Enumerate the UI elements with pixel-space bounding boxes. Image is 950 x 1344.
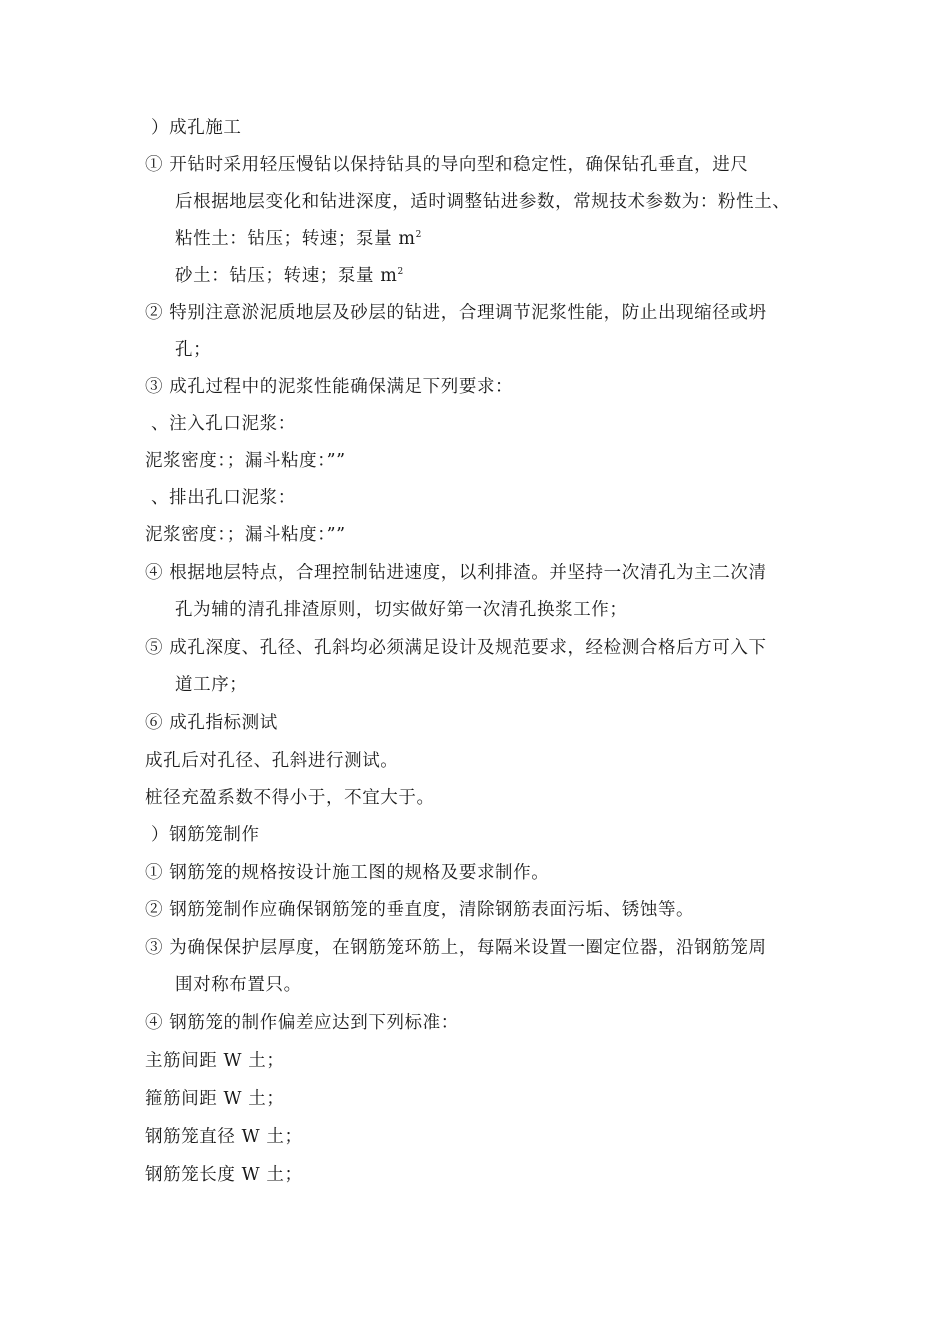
sub-heading-inlet-slurry: 、注入孔口泥浆： (151, 414, 296, 434)
sub-heading-outlet-slurry: 、排出孔口泥浆： (151, 488, 296, 508)
test-note-1: 成孔后对孔径、孔斜进行测试。 (145, 751, 399, 771)
inlet-slurry-params: 泥浆密度：；漏斗粘度：”” (145, 451, 346, 471)
tolerance-cage-diameter: 钢筋笼直径 W 土； (145, 1127, 303, 1147)
section-heading-rebar-cage: ）钢筋笼制作 (151, 825, 260, 845)
item-1-line-2: 后根据地层变化和钻进深度，适时调整钻进参数，常规技术参数为：粉性土、 (175, 192, 791, 212)
item-1-line-1: ① 开钻时采用轻压慢钻以保持钻具的导向型和稳定性，确保钻孔垂直，进尺 (145, 155, 749, 175)
superscript-2: 2 (415, 230, 422, 241)
item-1-line-3 (175, 227, 422, 251)
rebar-item-1: ① 钢筋笼的规格按设计施工图的规格及要求制作。 (145, 863, 550, 883)
outlet-slurry-params: 泥浆密度：；漏斗粘度：”” (145, 525, 346, 545)
item-3-line-1: ③ 成孔过程中的泥浆性能确保满足下列要求： (145, 377, 514, 397)
item-1-line-4 (175, 264, 404, 288)
section-heading-drilling: ）成孔施工 (151, 118, 242, 138)
superscript-2: 2 (397, 267, 404, 278)
rebar-item-3-line-2: 围对称布置只。 (175, 975, 302, 995)
item-6: ⑥ 成孔指标测试 (145, 713, 278, 733)
item-5-line-2: 道工序； (175, 675, 248, 695)
item-2-line-2: 孔； (175, 340, 212, 360)
tolerance-main-bar-spacing: 主筋间距 W 土； (145, 1051, 285, 1071)
param-sand: 砂土：钻压；转速；泵量 m (175, 266, 398, 286)
item-4-line-1: ④ 根据地层特点，合理控制钻进速度，以利排渣。并坚持一次清孔为主二次清 (145, 563, 767, 583)
param-silty-clay: 粘性土：钻压；转速；泵量 m (175, 229, 416, 249)
tolerance-cage-length: 钢筋笼长度 W 土； (145, 1165, 303, 1185)
item-2-line-1: ② 特别注意淤泥质地层及砂层的钻进，合理调节泥浆性能，防止出现缩径或坍 (145, 303, 767, 323)
test-note-2: 桩径充盈系数不得小于，不宜大于。 (145, 788, 435, 808)
tolerance-stirrup-spacing: 箍筋间距 W 土； (145, 1089, 285, 1109)
rebar-item-2: ② 钢筋笼制作应确保钢筋笼的垂直度，清除钢筋表面污垢、锈蚀等。 (145, 900, 695, 920)
item-4-line-2: 孔为辅的清孔排渣原则，切实做好第一次清孔换浆工作； (175, 600, 628, 620)
item-5-line-1: ⑤ 成孔深度、孔径、孔斜均必须满足设计及规范要求，经检测合格后方可入下 (145, 638, 767, 658)
rebar-item-4: ④ 钢筋笼的制作偏差应达到下列标准： (145, 1013, 459, 1033)
rebar-item-3-line-1: ③ 为确保保护层厚度，在钢筋笼环筋上，每隔米设置一圈定位器，沿钢筋笼周 (145, 938, 767, 958)
